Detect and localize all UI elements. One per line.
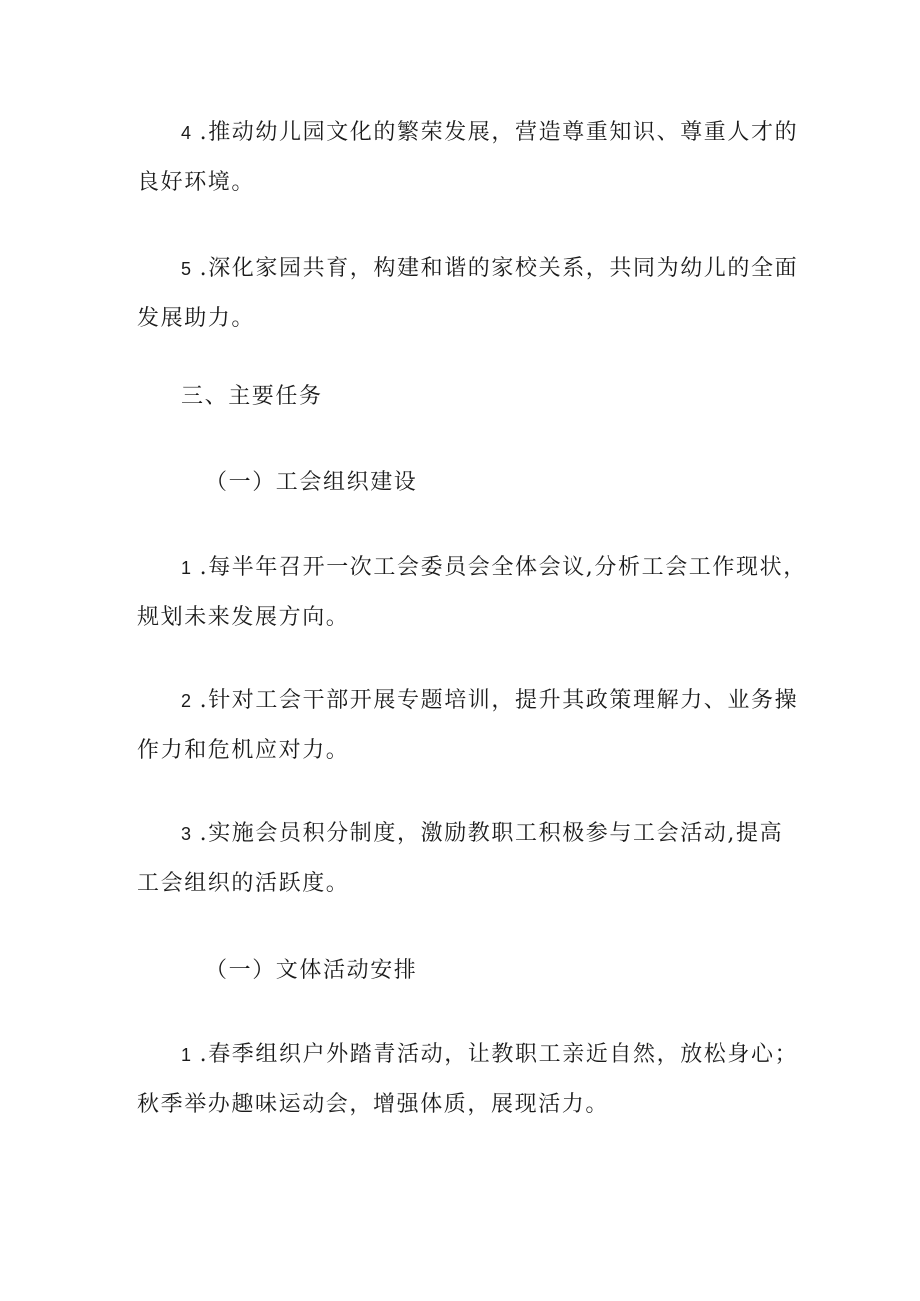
paragraph-text: .针对工会干部开展专题培训，提升其政策理解力、业务操 bbox=[199, 688, 799, 713]
subsection-heading bbox=[137, 458, 797, 508]
paragraph-text: .推动幼儿园文化的繁荣发展，营造尊重知识、尊重人才的 bbox=[199, 120, 799, 145]
list-number: 2 bbox=[181, 691, 192, 711]
paragraph-goal-5 bbox=[137, 244, 797, 344]
paragraph-line bbox=[137, 108, 797, 158]
paragraph-line-continued: 工会组织的活跃度。 bbox=[137, 871, 350, 896]
paragraph-text: .每半年召开一次工会委员会全体会议,分析工会工作现状， bbox=[199, 555, 807, 580]
section-heading bbox=[137, 372, 797, 422]
heading-text: 三、主要任务 bbox=[181, 384, 323, 409]
paragraph-line bbox=[137, 244, 797, 294]
paragraph-line bbox=[137, 809, 797, 859]
paragraph-line-continued: 发展助力。 bbox=[137, 306, 256, 331]
paragraph-task-2-1 bbox=[137, 1030, 797, 1130]
heading-text: （一）文体活动安排 bbox=[205, 958, 418, 983]
list-number: 1 bbox=[181, 558, 192, 578]
paragraph-line-continued: 良好环境。 bbox=[137, 170, 256, 195]
paragraph-text: .实施会员积分制度，激励教职工积极参与工会活动,提高 bbox=[199, 821, 784, 846]
paragraph-text: .春季组织户外踏青活动，让教职工亲近自然，放松身心； bbox=[199, 1042, 799, 1067]
paragraph-task-1-3 bbox=[137, 809, 797, 909]
paragraph-line-continued: 作力和危机应对力。 bbox=[137, 738, 350, 763]
list-number: 3 bbox=[181, 824, 192, 844]
list-number: 5 bbox=[181, 259, 192, 279]
paragraph-task-1-2 bbox=[137, 676, 797, 776]
paragraph-line-continued: 秋季举办趣味运动会，增强体质，展现活力。 bbox=[137, 1092, 610, 1117]
paragraph-text: .深化家园共育，构建和谐的家校关系，共同为幼儿的全面 bbox=[199, 256, 799, 281]
subsection-heading bbox=[137, 946, 797, 996]
list-number: 1 bbox=[181, 1045, 192, 1065]
heading-text: （一）工会组织建设 bbox=[205, 470, 418, 495]
paragraph-line bbox=[137, 676, 797, 726]
paragraph-task-1-1 bbox=[137, 543, 807, 643]
paragraph-line bbox=[137, 543, 807, 593]
paragraph-line-continued: 规划未来发展方向。 bbox=[137, 605, 350, 630]
list-number: 4 bbox=[181, 123, 192, 143]
paragraph-line bbox=[137, 1030, 797, 1080]
paragraph-goal-4 bbox=[137, 108, 797, 208]
